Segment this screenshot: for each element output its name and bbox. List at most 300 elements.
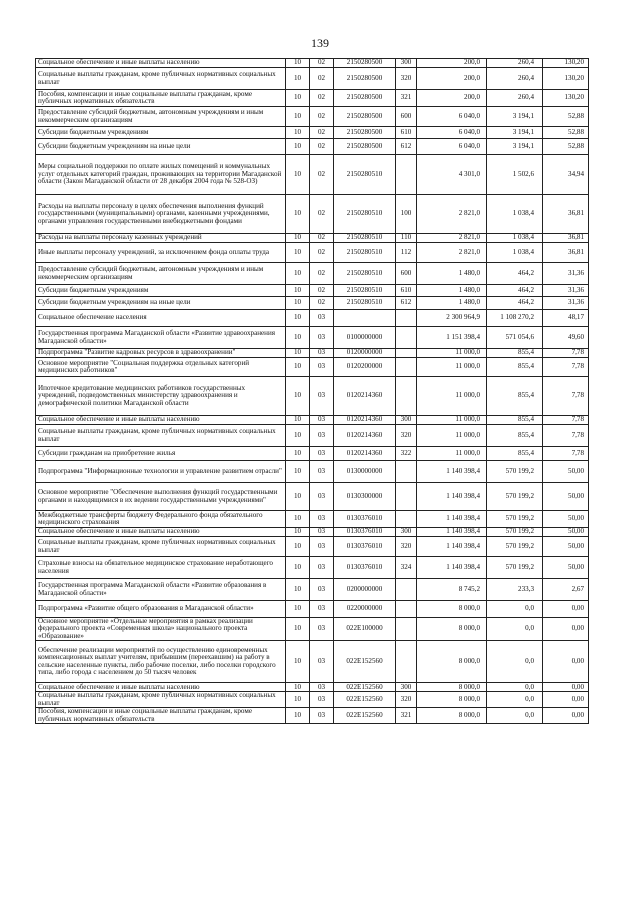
cell-vr: 600 — [396, 107, 417, 127]
cell-vr — [396, 601, 417, 618]
cell-pr: 03 — [310, 461, 334, 483]
cell-exec: 855,4 — [487, 377, 543, 416]
cell-pr: 03 — [310, 683, 334, 692]
cell-exec: 464,2 — [487, 285, 543, 297]
cell-exec: 570 199,2 — [487, 528, 543, 537]
cell-csr: 022Е152560 — [334, 692, 396, 708]
cell-vr: 324 — [396, 557, 417, 579]
cell-vr — [396, 310, 417, 327]
table-row — [36, 263, 589, 285]
cell-exec: 855,4 — [487, 416, 543, 425]
cell-plan: 1 480,0 — [417, 263, 487, 285]
cell-pct: 2,67 — [543, 579, 589, 601]
cell-pr: 03 — [310, 425, 334, 447]
cell-pct: 0,00 — [543, 601, 589, 618]
cell-vr — [396, 579, 417, 601]
cell-exec: 3 194,1 — [487, 127, 543, 139]
cell-pr: 02 — [310, 234, 334, 243]
cell-name: Социальное обеспечение населения — [36, 310, 286, 327]
cell-rz: 10 — [286, 557, 310, 579]
cell-rz: 10 — [286, 641, 310, 683]
cell-plan: 8 000,0 — [417, 601, 487, 618]
cell-name: Межбюджетные трансферты бюджету Федерального фонда обязательного медицинского страхования — [36, 511, 286, 528]
table-body — [36, 59, 589, 724]
cell-vr: 320 — [396, 425, 417, 447]
cell-pct: 34,94 — [543, 155, 589, 195]
cell-csr: 0130376010 — [334, 557, 396, 579]
cell-plan: 2 821,0 — [417, 243, 487, 263]
cell-pct: 7,78 — [543, 358, 589, 377]
cell-exec: 1 038,4 — [487, 195, 543, 234]
cell-csr: 2150280510 — [334, 155, 396, 195]
cell-vr: 112 — [396, 243, 417, 263]
cell-exec: 260,4 — [487, 90, 543, 107]
table-row — [36, 461, 589, 483]
budget-table — [35, 58, 589, 724]
cell-pr: 03 — [310, 416, 334, 425]
cell-vr: 300 — [396, 59, 417, 68]
table-row — [36, 234, 589, 243]
cell-pr: 03 — [310, 327, 334, 349]
cell-csr: 2150280500 — [334, 90, 396, 107]
cell-pr: 03 — [310, 537, 334, 557]
cell-pct: 0,00 — [543, 618, 589, 641]
cell-name: Субсидии бюджетным учреждениям — [36, 127, 286, 139]
cell-pct: 50,00 — [543, 461, 589, 483]
cell-rz: 10 — [286, 683, 310, 692]
cell-exec: 570 199,2 — [487, 557, 543, 579]
cell-vr: 300 — [396, 683, 417, 692]
cell-exec: 855,4 — [487, 358, 543, 377]
cell-csr: 0100000000 — [334, 327, 396, 349]
cell-pr: 03 — [310, 310, 334, 327]
cell-csr: 2150280510 — [334, 243, 396, 263]
table-row — [36, 310, 589, 327]
cell-rz: 10 — [286, 537, 310, 557]
cell-plan: 2 300 964,9 — [417, 310, 487, 327]
cell-pct: 36,81 — [543, 195, 589, 234]
cell-rz: 10 — [286, 579, 310, 601]
cell-pct: 36,81 — [543, 243, 589, 263]
cell-plan: 8 000,0 — [417, 708, 487, 724]
cell-csr: 2150280510 — [334, 234, 396, 243]
cell-rz: 10 — [286, 377, 310, 416]
cell-name: Государственная программа Магаданской области «Развитие здравоохранения Магаданской области» — [36, 327, 286, 349]
cell-vr — [396, 483, 417, 511]
cell-rz: 10 — [286, 425, 310, 447]
cell-plan: 11 000,0 — [417, 358, 487, 377]
cell-name: Предоставление субсидий бюджетным, автономным учреждениям и иным некоммерческим организациям — [36, 107, 286, 127]
table-row — [36, 708, 589, 724]
cell-pr: 03 — [310, 483, 334, 511]
cell-exec: 3 194,1 — [487, 107, 543, 127]
cell-csr: 0120214360 — [334, 425, 396, 447]
cell-pct: 7,78 — [543, 416, 589, 425]
table-row — [36, 641, 589, 683]
cell-name: Предоставление субсидий бюджетным, автономным учреждениям и иным некоммерческим организациям — [36, 263, 286, 285]
cell-rz: 10 — [286, 68, 310, 90]
cell-csr — [334, 310, 396, 327]
cell-vr — [396, 377, 417, 416]
cell-name: Пособия, компенсации и иные социальные выплаты гражданам, кроме публичных нормативных обязательств — [36, 708, 286, 724]
cell-vr: 610 — [396, 285, 417, 297]
table-row — [36, 59, 589, 68]
cell-name: Социальные выплаты гражданам, кроме публичных нормативных социальных выплат — [36, 692, 286, 708]
cell-vr: 612 — [396, 297, 417, 310]
cell-vr: 321 — [396, 708, 417, 724]
cell-plan: 1 140 398,4 — [417, 557, 487, 579]
cell-pct: 130,20 — [543, 68, 589, 90]
cell-csr: 2150280500 — [334, 139, 396, 155]
cell-vr: 610 — [396, 127, 417, 139]
cell-plan: 1 480,0 — [417, 297, 487, 310]
cell-exec: 3 194,1 — [487, 139, 543, 155]
cell-exec: 0,0 — [487, 641, 543, 683]
cell-plan: 8 745,2 — [417, 579, 487, 601]
cell-pr: 03 — [310, 692, 334, 708]
cell-pct: 52,88 — [543, 107, 589, 127]
cell-rz: 10 — [286, 90, 310, 107]
cell-pct: 52,88 — [543, 127, 589, 139]
cell-csr: 0130376010 — [334, 528, 396, 537]
cell-exec: 570 199,2 — [487, 511, 543, 528]
table-row — [36, 579, 589, 601]
table-row — [36, 618, 589, 641]
cell-plan: 8 000,0 — [417, 618, 487, 641]
table-row — [36, 528, 589, 537]
table-row — [36, 537, 589, 557]
table-row — [36, 358, 589, 377]
cell-rz: 10 — [286, 692, 310, 708]
cell-plan: 11 000,0 — [417, 425, 487, 447]
cell-rz: 10 — [286, 297, 310, 310]
cell-csr: 2150280500 — [334, 59, 396, 68]
cell-pr: 03 — [310, 528, 334, 537]
cell-csr: 0130376010 — [334, 537, 396, 557]
cell-plan: 1 140 398,4 — [417, 483, 487, 511]
cell-pr: 03 — [310, 579, 334, 601]
cell-pct: 31,36 — [543, 285, 589, 297]
cell-name: Основное мероприятие "Обеспечение выполнения функций государственными органами и находящимися в их ведении государственными учреждениями" — [36, 483, 286, 511]
cell-vr — [396, 461, 417, 483]
cell-pr: 03 — [310, 377, 334, 416]
cell-pct: 0,00 — [543, 692, 589, 708]
table-row — [36, 447, 589, 461]
cell-name: Иные выплаты персоналу учреждений, за исключением фонда оплаты труда — [36, 243, 286, 263]
cell-pr: 02 — [310, 107, 334, 127]
cell-csr: 0120214360 — [334, 416, 396, 425]
table-row — [36, 692, 589, 708]
cell-exec: 0,0 — [487, 618, 543, 641]
table-row — [36, 601, 589, 618]
cell-exec: 464,2 — [487, 263, 543, 285]
cell-vr: 612 — [396, 139, 417, 155]
cell-name: Субсидии гражданам на приобретение жилья — [36, 447, 286, 461]
cell-rz: 10 — [286, 708, 310, 724]
cell-exec: 0,0 — [487, 683, 543, 692]
cell-name: Основное мероприятие «Отдельные мероприятия в рамках реализации федерального проекта «Современная школа» национального проекта «Образование» — [36, 618, 286, 641]
cell-exec: 1 108 270,2 — [487, 310, 543, 327]
cell-vr: 320 — [396, 537, 417, 557]
cell-pr: 02 — [310, 285, 334, 297]
table-row — [36, 195, 589, 234]
cell-pct: 7,78 — [543, 349, 589, 358]
cell-pct: 50,00 — [543, 537, 589, 557]
cell-vr: 600 — [396, 263, 417, 285]
cell-pr: 03 — [310, 511, 334, 528]
cell-vr: 100 — [396, 195, 417, 234]
cell-pr: 03 — [310, 358, 334, 377]
cell-rz: 10 — [286, 59, 310, 68]
cell-pr: 02 — [310, 90, 334, 107]
cell-rz: 10 — [286, 155, 310, 195]
cell-pr: 03 — [310, 708, 334, 724]
cell-pct: 50,00 — [543, 483, 589, 511]
table-row — [36, 483, 589, 511]
table-row — [36, 243, 589, 263]
cell-rz: 10 — [286, 511, 310, 528]
table-row — [36, 297, 589, 310]
cell-name: Социальное обеспечение и иные выплаты населению — [36, 416, 286, 425]
table-row — [36, 425, 589, 447]
table-row — [36, 557, 589, 579]
cell-plan: 1 140 398,4 — [417, 461, 487, 483]
cell-vr: 300 — [396, 416, 417, 425]
cell-exec: 1 038,4 — [487, 234, 543, 243]
cell-exec: 1 502,6 — [487, 155, 543, 195]
cell-csr: 0120000000 — [334, 349, 396, 358]
cell-exec: 464,2 — [487, 297, 543, 310]
cell-rz: 10 — [286, 447, 310, 461]
cell-csr: 0130376010 — [334, 511, 396, 528]
cell-plan: 6 040,0 — [417, 107, 487, 127]
cell-plan: 11 000,0 — [417, 349, 487, 358]
cell-exec: 570 199,2 — [487, 461, 543, 483]
cell-name: Пособия, компенсации и иные социальные выплаты гражданам, кроме публичных нормативных обязательств — [36, 90, 286, 107]
cell-pr: 02 — [310, 297, 334, 310]
cell-plan: 8 000,0 — [417, 641, 487, 683]
cell-csr: 022Е152560 — [334, 708, 396, 724]
cell-exec: 570 199,2 — [487, 483, 543, 511]
cell-name: Подпрограмма "Развитие кадровых ресурсов в здравоохранении" — [36, 349, 286, 358]
table-row — [36, 127, 589, 139]
cell-exec: 570 199,2 — [487, 537, 543, 557]
cell-csr: 2150280500 — [334, 107, 396, 127]
page-number: 139 — [311, 36, 329, 50]
cell-name: Основное мероприятие "Социальная поддержка отдельных категорий медицинских работников" — [36, 358, 286, 377]
cell-rz: 10 — [286, 358, 310, 377]
cell-plan: 200,0 — [417, 59, 487, 68]
cell-plan: 6 040,0 — [417, 127, 487, 139]
cell-rz: 10 — [286, 234, 310, 243]
cell-vr — [396, 349, 417, 358]
cell-rz: 10 — [286, 310, 310, 327]
cell-vr: 110 — [396, 234, 417, 243]
cell-pr: 02 — [310, 263, 334, 285]
cell-pct: 50,00 — [543, 528, 589, 537]
table-row — [36, 416, 589, 425]
cell-rz: 10 — [286, 139, 310, 155]
cell-pct: 31,36 — [543, 263, 589, 285]
cell-vr — [396, 155, 417, 195]
cell-csr: 0120200000 — [334, 358, 396, 377]
cell-plan: 2 821,0 — [417, 195, 487, 234]
cell-rz: 10 — [286, 263, 310, 285]
cell-exec: 855,4 — [487, 447, 543, 461]
cell-exec: 0,0 — [487, 708, 543, 724]
cell-pct: 0,00 — [543, 683, 589, 692]
cell-pct: 7,78 — [543, 377, 589, 416]
cell-pct: 31,36 — [543, 297, 589, 310]
cell-vr: 322 — [396, 447, 417, 461]
cell-exec: 0,0 — [487, 692, 543, 708]
cell-exec: 1 038,4 — [487, 243, 543, 263]
cell-vr: 300 — [396, 528, 417, 537]
cell-name: Государственная программа Магаданской области «Развитие образования в Магаданской области» — [36, 579, 286, 601]
cell-csr: 0120214360 — [334, 377, 396, 416]
cell-rz: 10 — [286, 483, 310, 511]
cell-pct: 49,60 — [543, 327, 589, 349]
cell-pr: 02 — [310, 195, 334, 234]
cell-vr — [396, 511, 417, 528]
cell-plan: 8 000,0 — [417, 683, 487, 692]
cell-plan: 200,0 — [417, 68, 487, 90]
cell-vr: 321 — [396, 90, 417, 107]
cell-rz: 10 — [286, 416, 310, 425]
cell-vr — [396, 618, 417, 641]
cell-pct: 50,00 — [543, 511, 589, 528]
cell-rz: 10 — [286, 601, 310, 618]
cell-exec: 260,4 — [487, 59, 543, 68]
cell-vr: 320 — [396, 692, 417, 708]
cell-exec: 0,0 — [487, 601, 543, 618]
cell-plan: 11 000,0 — [417, 416, 487, 425]
cell-pct: 7,78 — [543, 447, 589, 461]
cell-pr: 03 — [310, 349, 334, 358]
cell-pr: 03 — [310, 601, 334, 618]
cell-csr: 022Е152560 — [334, 641, 396, 683]
cell-csr: 2150280510 — [334, 285, 396, 297]
cell-plan: 11 000,0 — [417, 447, 487, 461]
cell-name: Социальные выплаты гражданам, кроме публичных нормативных социальных выплат — [36, 425, 286, 447]
cell-name: Субсидии бюджетным учреждениям на иные цели — [36, 139, 286, 155]
table-row — [36, 683, 589, 692]
cell-vr — [396, 358, 417, 377]
cell-csr: 0130000000 — [334, 461, 396, 483]
cell-csr: 2150280510 — [334, 195, 396, 234]
cell-pr: 02 — [310, 59, 334, 68]
cell-rz: 10 — [286, 349, 310, 358]
table-row — [36, 349, 589, 358]
cell-rz: 10 — [286, 285, 310, 297]
cell-pr: 03 — [310, 557, 334, 579]
cell-plan: 1 151 398,4 — [417, 327, 487, 349]
cell-pr: 02 — [310, 243, 334, 263]
cell-plan: 4 301,0 — [417, 155, 487, 195]
table-row — [36, 327, 589, 349]
cell-pct: 52,88 — [543, 139, 589, 155]
cell-pr: 02 — [310, 68, 334, 90]
cell-pct: 130,20 — [543, 90, 589, 107]
table-row — [36, 139, 589, 155]
cell-rz: 10 — [286, 107, 310, 127]
cell-plan: 6 040,0 — [417, 139, 487, 155]
cell-rz: 10 — [286, 461, 310, 483]
cell-csr: 2150280500 — [334, 127, 396, 139]
table-row — [36, 285, 589, 297]
cell-pr: 03 — [310, 641, 334, 683]
cell-csr: 0200000000 — [334, 579, 396, 601]
table-row — [36, 155, 589, 195]
table-row — [36, 377, 589, 416]
cell-vr: 320 — [396, 68, 417, 90]
cell-csr: 2150280500 — [334, 68, 396, 90]
cell-plan: 1 140 398,4 — [417, 537, 487, 557]
cell-csr: 0220000000 — [334, 601, 396, 618]
cell-name: Субсидии бюджетным учреждениям на иные цели — [36, 297, 286, 310]
cell-pct: 130,20 — [543, 59, 589, 68]
cell-plan: 1 140 398,4 — [417, 511, 487, 528]
cell-pct: 50,00 — [543, 557, 589, 579]
cell-pct: 0,00 — [543, 641, 589, 683]
cell-csr: 2150280510 — [334, 263, 396, 285]
cell-pr: 02 — [310, 155, 334, 195]
cell-name: Обеспечение реализации мероприятий по осуществлению единовременных компенсационных выплат учителям, прибывшим (переехавшим) на работу в сельские населенные пункты, либо рабочие поселки, либо поселки городского типа, либо города с населением до 50 тысяч человек — [36, 641, 286, 683]
cell-name: Субсидии бюджетным учреждениям — [36, 285, 286, 297]
cell-name: Социальные выплаты гражданам, кроме публичных нормативных социальных выплат — [36, 537, 286, 557]
cell-csr: 022Е100000 — [334, 618, 396, 641]
cell-name: Социальное обеспечение и иные выплаты населению — [36, 528, 286, 537]
cell-name: Страховые взносы на обязательное медицинское страхование неработающего населения — [36, 557, 286, 579]
cell-rz: 10 — [286, 243, 310, 263]
cell-pct: 7,78 — [543, 425, 589, 447]
cell-csr: 0130300000 — [334, 483, 396, 511]
cell-pr: 02 — [310, 139, 334, 155]
cell-exec: 260,4 — [487, 68, 543, 90]
cell-rz: 10 — [286, 618, 310, 641]
cell-rz: 10 — [286, 528, 310, 537]
cell-name: Социальное обеспечение и иные выплаты населению — [36, 59, 286, 68]
cell-rz: 10 — [286, 195, 310, 234]
cell-name: Расходы на выплаты персоналу казенных учреждений — [36, 234, 286, 243]
cell-exec: 233,3 — [487, 579, 543, 601]
cell-rz: 10 — [286, 127, 310, 139]
cell-name: Подпрограмма "Информационные технологии и управление развитием отрасли" — [36, 461, 286, 483]
cell-exec: 855,4 — [487, 425, 543, 447]
cell-csr: 2150280510 — [334, 297, 396, 310]
cell-plan: 200,0 — [417, 90, 487, 107]
cell-exec: 571 054,6 — [487, 327, 543, 349]
cell-csr: 0120214360 — [334, 447, 396, 461]
table-row — [36, 68, 589, 90]
cell-plan: 2 821,0 — [417, 234, 487, 243]
cell-plan: 11 000,0 — [417, 377, 487, 416]
cell-name: Расходы на выплаты персоналу в целях обеспечения выполнения функций государственными (муниципальными) органами, казенными учреждениями, органами управления государственными внебюджетными фондами — [36, 195, 286, 234]
cell-pr: 02 — [310, 127, 334, 139]
cell-name: Подпрограмма «Развитие общего образования в Магаданской области» — [36, 601, 286, 618]
cell-pct: 36,81 — [543, 234, 589, 243]
cell-exec: 855,4 — [487, 349, 543, 358]
cell-plan: 1 480,0 — [417, 285, 487, 297]
cell-csr: 022Е152560 — [334, 683, 396, 692]
cell-rz: 10 — [286, 327, 310, 349]
cell-name: Меры социальной поддержки по оплате жилых помещений и коммунальных услуг отдельных категорий граждан, проживающих на территории Магаданской области (Закон Магаданской области от 28 декабря 2004 года № 528-ОЗ) — [36, 155, 286, 195]
table-row — [36, 511, 589, 528]
cell-vr — [396, 327, 417, 349]
cell-plan: 1 140 398,4 — [417, 528, 487, 537]
cell-plan: 8 000,0 — [417, 692, 487, 708]
cell-vr — [396, 641, 417, 683]
